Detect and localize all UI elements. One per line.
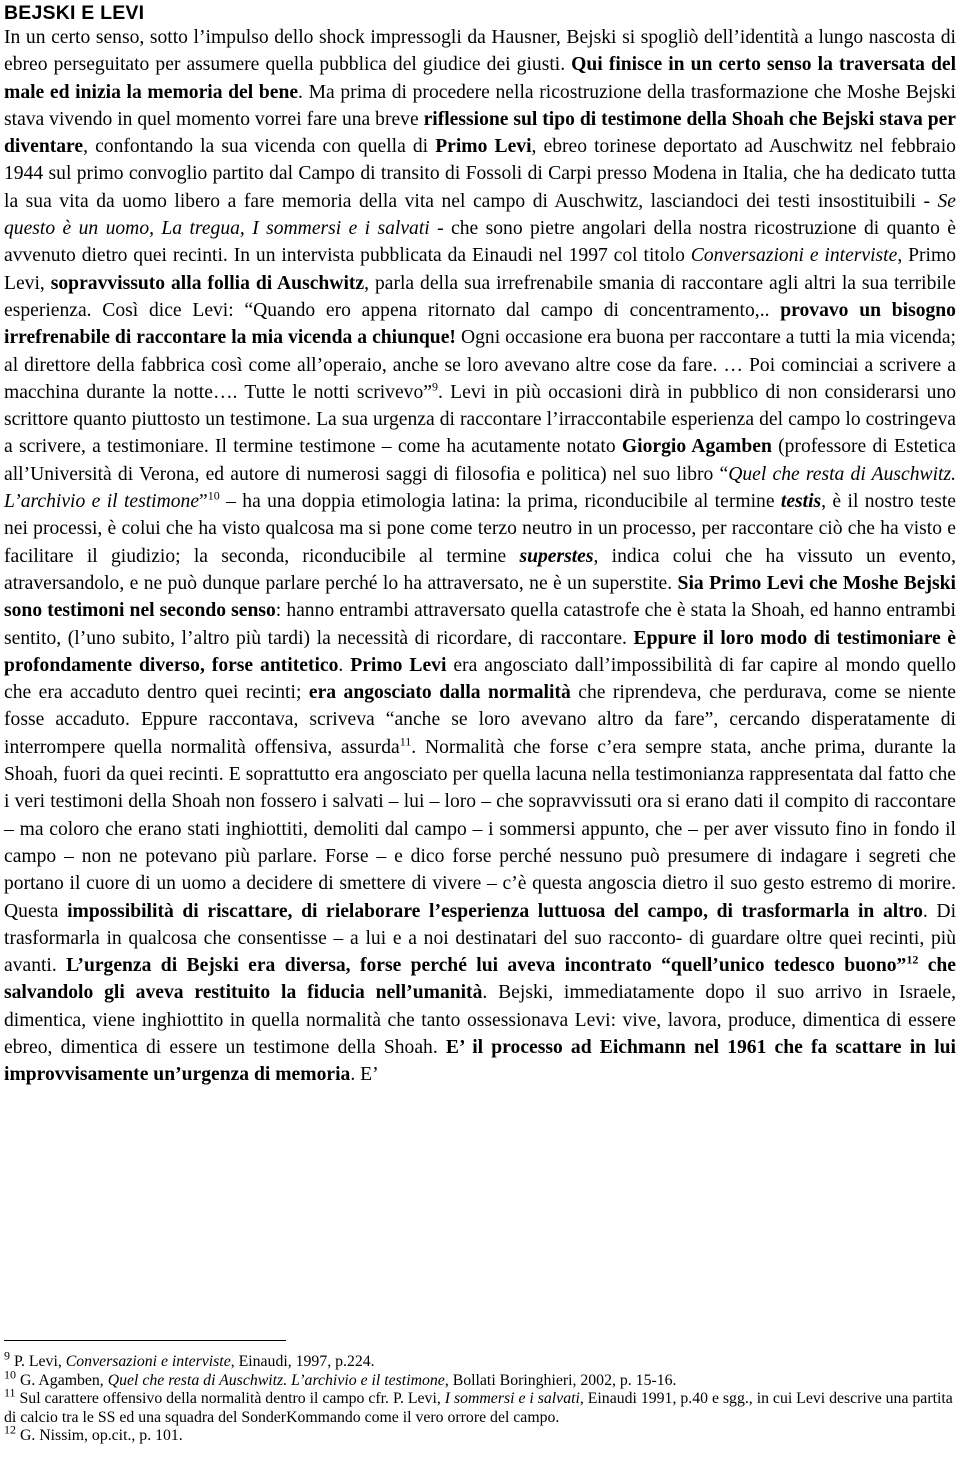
footnote-number: 9 [4,1348,10,1363]
text-run: Quel che resta di Auschwitz. L’archivio e il testimone [4,463,956,513]
text-run: Sul carattere offensivo della normalità dentro il campo cfr. P. Levi, [19,1390,445,1408]
text-run: che riprendeva, che perdurava, come se niente fosse accaduto. Eppure raccontava, scriveva “anche se loro avevano altro da fare”, cercando disperatamente di interrompere quella normalità offensiva, assurda [4,682,956,758]
footnote-number: 10 [4,1367,16,1382]
footnote-ref: 12 [906,952,919,967]
text-run: – ha una doppia etimologia latina: la prima, riconducibile al termine [219,491,781,513]
footnote-9 [4,1348,954,1372]
text-run: Qui finisce in un certo senso la traversata del male ed inizia la memoria del bene [4,54,957,103]
text-run: impossibilità di riscattare, di rielaborare l’esperienza luttuosa del campo, di trasformarla in altro [67,900,923,922]
text-run: E’ il processo ad Eichmann nel 1961 che fa scattare in lui improvvisamente un’urgenza di memoria [4,1036,956,1086]
text-run: I sommersi e i salvati [444,1390,580,1408]
text-run: , è il nostro teste nei processi, è colui che ha visto qualcosa ma si pone come terzo neutro in un processo, per raccontare ciò che ha visto e facilitare il giudizio; la seconda, riconducibile al termine [4,491,957,567]
text-run: riflessione sul tipo di testimone della Shoah che Bejski stava per diventare [4,108,956,158]
footnote-ref: 10 [207,488,220,503]
text-run: , Bollati Boringhieri, 2002, p. 15-16. [444,1371,677,1389]
text-run: Conversazioni e interviste [65,1353,231,1370]
text-run: . E’ [350,1064,379,1086]
text-run: , Einaudi, 1997, p.224. [230,1353,375,1370]
text-run: Ogni occasione era buona per raccontare a tutti la mia vicenda; al direttore della fabbrica così come all’operaio, anche se loro avevano altre cose da fare. … Poi cominciai a scrivere a macchina durante la notte…. Tutte le notti scrivevo” [4,327,956,403]
text-run: . Normalità che forse c’era sempre stata, anche prima, durante la Shoah, fuori da quei recinti. E soprattutto era angosciato per quella lacuna nella testimonianza rappresentata dal fatto che i veri testimoni della Shoah non fossero i salvati – lui – loro – che sopravvissuti ora si erano dati il compito di raccontare – ma coloro che erano stati inghiottiti, demoliti dal campo – i sommersi appunto, che – per aver vissuto fino in fondo il campo – non ne potevano più parlare. Forse – e dico forse perché nessuno può presumere di indagare i segreti che portano il cuore di un uomo a decidere di smettere di vivere – c’è questa angoscia dietro il suo gesto estremo di morire. Questa [4,736,956,922]
text-run: , Einaudi 1991, p.40 e sgg., in cui Levi descrive una partita di calcio tra le SS ed una squadra del SonderKommando come il vero orrore del campo. [4,1390,953,1426]
footnote-12 [4,1423,954,1446]
footnotes [4,1348,954,1446]
text-run: . Ma prima di procedere nella ricostruzione della trasformazione che Moshe Bejski stava vivendo in quel momento vorrei fare una breve [4,81,956,130]
text-run-wrapper [781,491,821,512]
text-run: (professore di Estetica all’Università di Verona, ed autore di numerosi saggi di filosofia e politica) nel suo libro “ [4,436,956,485]
text-run: Conversazioni e interviste [690,245,898,267]
text-run: Eppure il loro modo di testimoniare è profondamente diverso, forse antitetico [4,627,957,676]
text-run: Se questo è un uomo, La tregua, I sommersi e i salvati [4,190,956,240]
text-run: . [338,654,351,676]
footnote-number: 11 [4,1385,16,1400]
footnote-10 [4,1367,954,1391]
footnote-number: 12 [4,1423,16,1438]
body-paragraph [4,24,956,1089]
text-run: . Bejski, immediatamente dopo il suo arrivo in Israele, dimentica, viene inghiottito in quella normalità che tanto ossessionava Levi: vive, lavora, produce, dimentica di essere ebreo, dimentica di essere un testimone della Shoah. [4,982,956,1058]
footnote-separator [4,1340,286,1341]
text-run: Sia Primo Levi che Moshe Bejski sono testimoni nel secondo senso [4,572,956,622]
text-run: ” [199,491,208,513]
text-run: : hanno entrambi attraversato quella catastrofe che è stata la Shoah, ed hanno entrambi sentito, (l’uno subito, l’altro più tardi) la necessità di ricordare, di raccontare. [4,600,957,649]
text-run: Quel che resta di Auschwitz. L’archivio e il testimone [107,1371,445,1389]
text-run: , Primo Levi, [4,245,957,294]
section-title: BEJSKI E LEVI [4,2,145,24]
text-run: superstes [519,545,594,567]
footnote-ref: 9 [431,379,438,394]
footnote-11 [4,1385,954,1427]
text-run: provavo un bisogno irrefrenabile di raccontare la mia vicenda a chiunque! [4,299,956,349]
text-run: Primo Levi [350,654,447,676]
text-run: era angosciato dall’impossibilità di far capire al mondo quello che era accaduto dentro quei recinti; [4,654,957,704]
text-run: P. Levi, [13,1353,66,1370]
text-run: G. Agamben, [19,1371,108,1389]
text-run-wrapper [906,952,919,976]
text-run: Primo Levi [435,136,532,158]
document-page [4,2,956,1089]
text-run: , ebreo torinese deportato ad Auschwitz nel febbraio 1944 sul primo convoglio partito dal Campo di transito di Fossoli di Carpi presso Modena in Italia, che ha dedicato tutta la sua vita da uomo libero a fare memoria della vita nel campo di Auschwitz, lasciandoci dei testi insostituibili - [4,136,956,212]
text-run: che salvandolo gli aveva restituito la fiducia nell’umanità [4,955,956,1004]
text-run: , parla della sua irrefrenabile smania di raccontare agli altri la sua terribile esperienza. Così dice Levi: “Quando ero appena ritornato dal campo di concentramento,.. [4,272,956,321]
text-run: G. Nissim, op.cit., p. 101. [19,1427,183,1445]
text-run: era angosciato dalla normalità [308,682,571,704]
text-run: Giorgio Agamben [621,436,772,458]
text-run: In un certo senso, sotto l’impulso dello shock impressogli da Hausner, Bejski si spogliò dell’identità a lungo nascosta di ebreo perseguitato per assumere quella pubblica del giudice dei giusti. [4,27,956,76]
text-run: . Levi in più occasioni dirà in pubblico di non considerarsi uno scrittore quanto piuttosto un testimone. La sua urgenza di raccontare l’irraccontabile esperienza del campo lo costringeva a scrivere, a testimoniare. Il termine testimone – come ha acutamente notato [4,381,957,458]
footnote-ref: 11 [399,734,412,749]
text-run: - che sono pietre angolari della nostra ricostruzione di quanto è avvenuto dietro quei recinti. In un intervista pubblicata da Einaudi nel 1997 col titolo [4,218,956,267]
text-run: L’urgenza di Bejski era diversa, forse perché lui aveva incontrato “quell’unico tedesco buono” [66,955,907,977]
text-run: , confontando la sua vicenda con quella di [83,136,436,158]
text-run: . Di trasformarla in qualcosa che consentisse – a lui e a noi destinatari del suo racconto- di guardare oltre quei recinti, più avanti. [4,900,957,977]
text-run: , indica colui che ha vissuto un evento, atraversandolo, e ne può dunque parlare perché lo ha attraversato, ne è un superstite. [4,545,956,594]
text-run: sopravvissuto alla follia di Auschwitz [50,272,365,294]
text-run: testis [780,491,822,513]
text-run-wrapper [519,546,593,567]
